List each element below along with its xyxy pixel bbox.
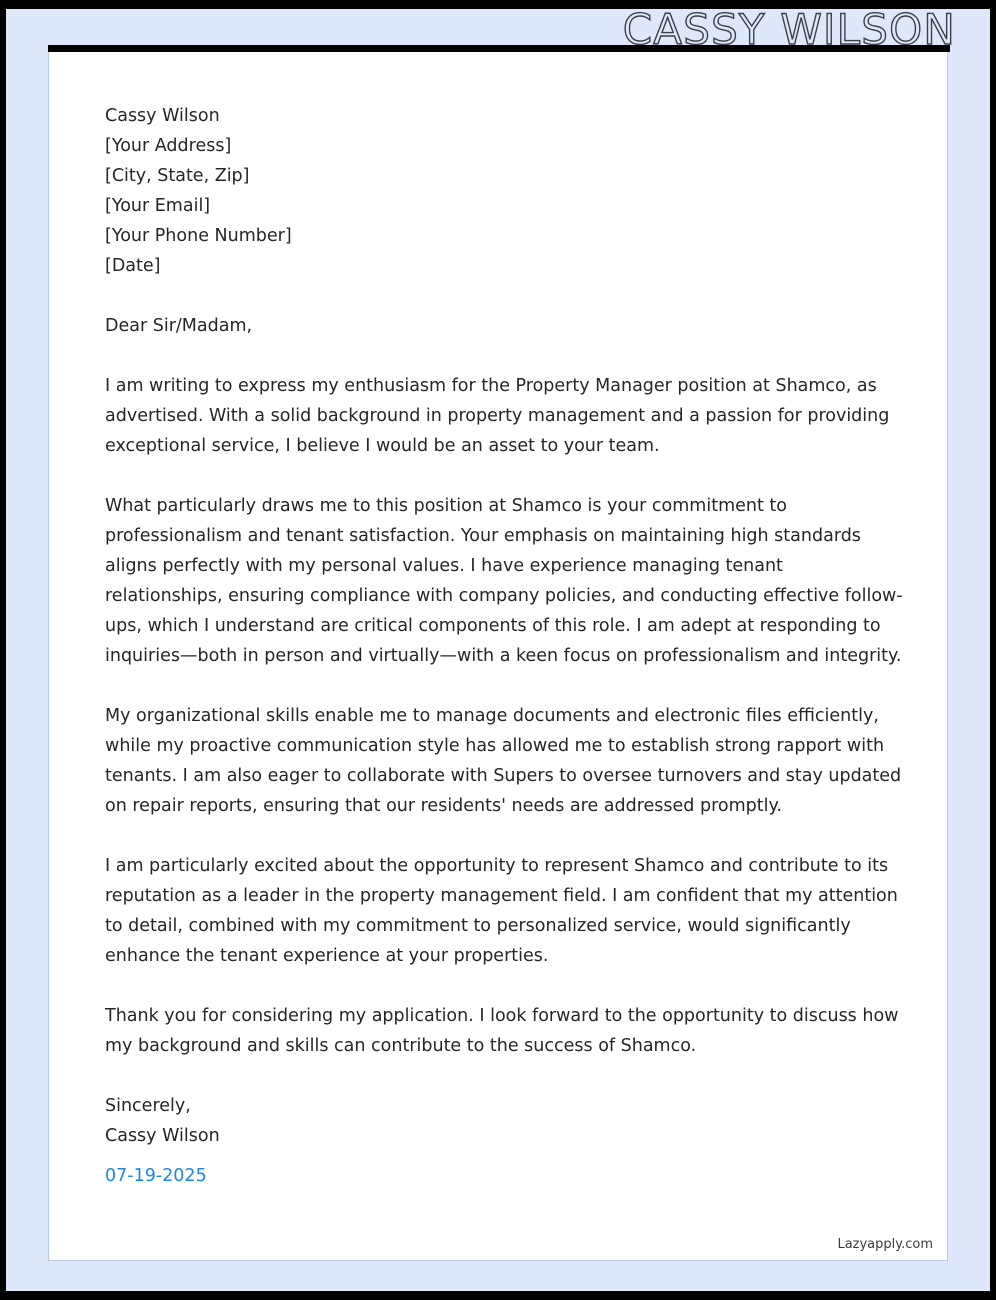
letter-body [105, 101, 905, 1191]
letter-paragraph-5: Thank you for considering my application. I look forward to the opportunity to discuss how my background and skills can contribute to the success of Shamco. [105, 1006, 899, 1056]
sender-city-state-zip: [City, State, Zip] [105, 166, 250, 186]
closing-block [105, 1091, 905, 1151]
letter-card [48, 52, 948, 1261]
salutation: Dear Sir/Madam, [105, 316, 253, 336]
letter-paragraph-2: What particularly draws me to this position at Shamco is your commitment to professionalism and tenant satisfaction. Your emphasis on maintaining high standards aligns perfectly with my personal values. I have experience managing tenant relationships, ensuring compliance with company policies, and conducting effective follow-ups, which I understand are critical components of this role. I am adept at responding to inquiries—both in person and virtually—with a keen focus on professionalism and integrity. [105, 496, 903, 666]
letter-paragraph-3: My organizational skills enable me to manage documents and electronic files efficiently, while my proactive communication style has allowed me to establish strong rapport with tenants. I am also eager to collaborate with Supers to oversee turnovers and stay updated on repair reports, ensuring that our residents' needs are addressed promptly. [105, 706, 902, 816]
letter-paragraph-1: I am writing to express my enthusiasm for the Property Manager position at Shamco, as advertised. With a solid background in property management and a passion for providing exceptional service, I believe I would be an asset to your team. [105, 376, 890, 456]
card-top-rule [48, 45, 950, 52]
letter-paragraph-4: I am particularly excited about the opportunity to represent Shamco and contribute to its reputation as a leader in the property management field. I am confident that my attention to detail, combined with my commitment to personalized service, would significantly enhance the tenant experience at your properties. [105, 856, 898, 966]
sender-name: Cassy Wilson [105, 106, 220, 126]
letterhead-name: CASSY WILSON [622, 5, 956, 54]
sender-email: [Your Email] [105, 196, 211, 216]
sender-phone: [Your Phone Number] [105, 226, 292, 246]
closing-salutation: Sincerely, [105, 1096, 191, 1116]
sender-address-block [105, 101, 905, 281]
sender-address: [Your Address] [105, 136, 232, 156]
letter-date: 07-19-2025 [105, 1166, 207, 1186]
sender-date: [Date] [105, 256, 161, 276]
signature-name: Cassy Wilson [105, 1126, 220, 1146]
footer-watermark: Lazyapply.com [837, 1237, 933, 1252]
